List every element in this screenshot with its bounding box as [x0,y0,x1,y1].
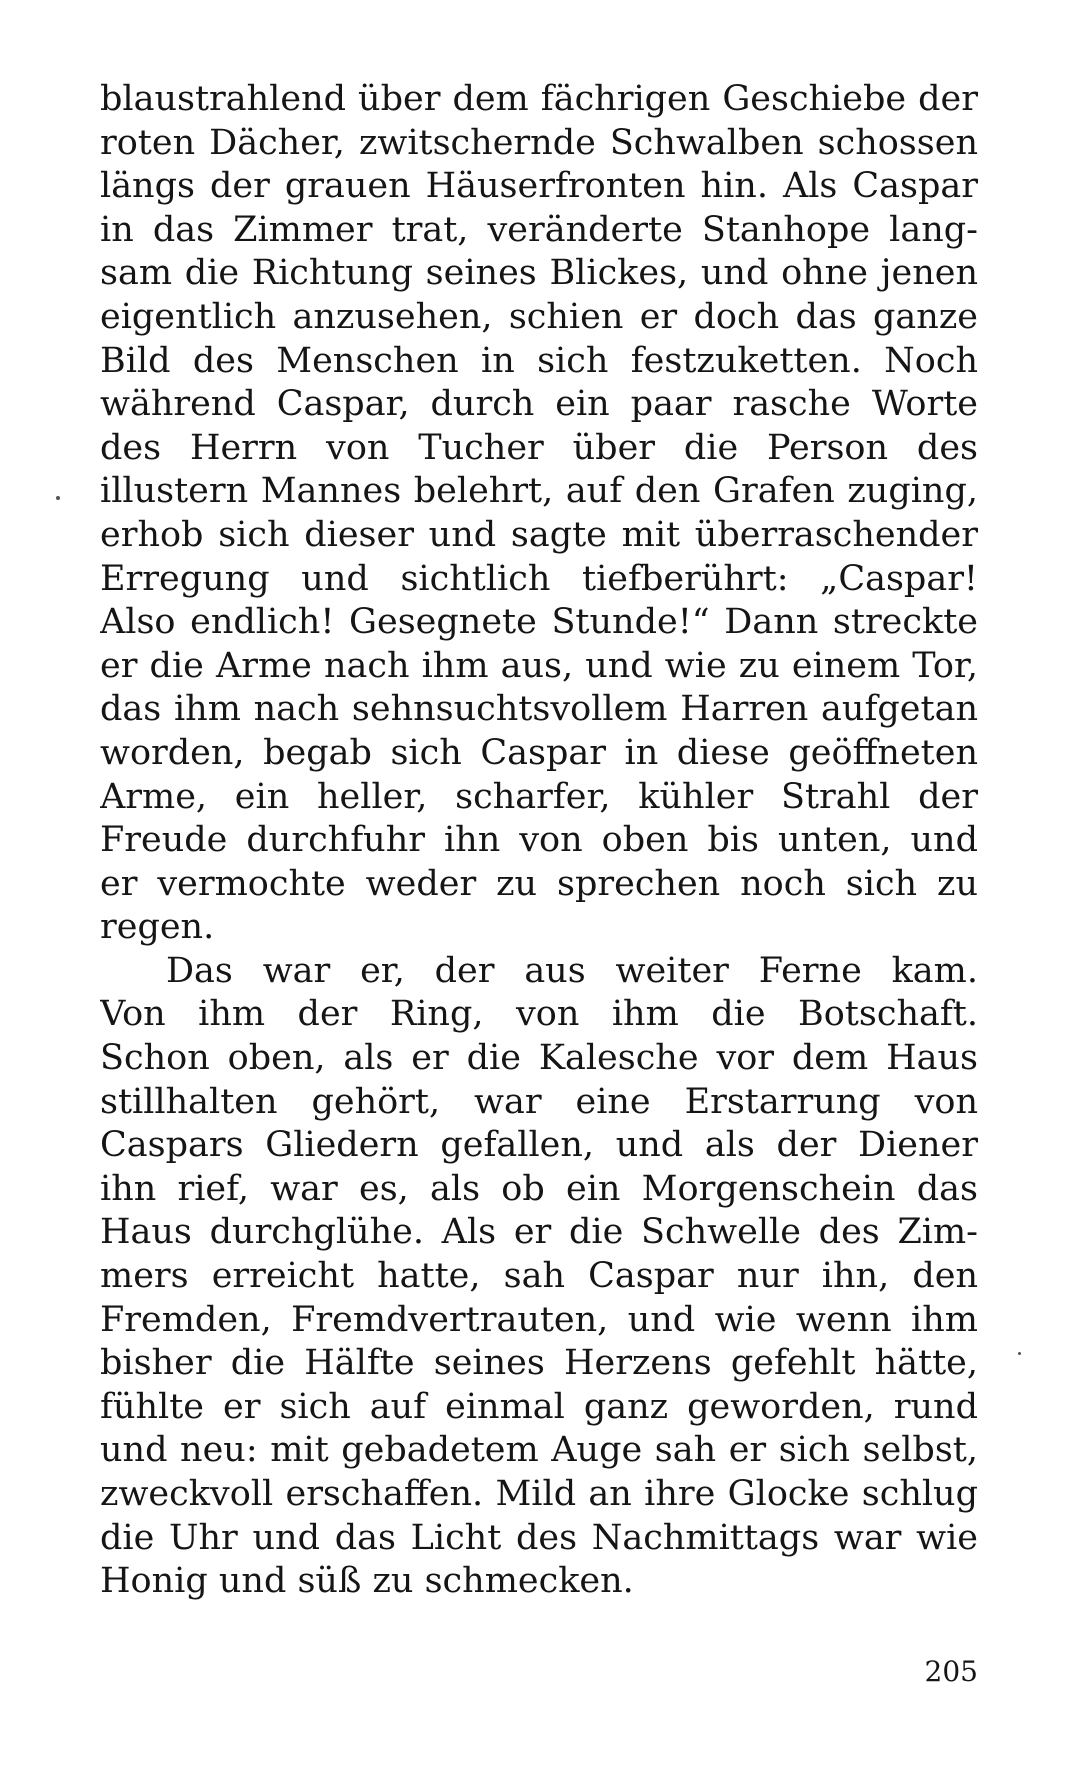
text-line: Das war er, der aus weiter Ferne kam. [166,950,978,991]
text-line: er die Arme nach ihm aus, und wie zu einem Tor, [100,645,978,686]
text-line: zweckvoll erschaffen. Mild an ihre Glocke schlug [100,1474,978,1514]
text-line: des Herrn von Tucher über die Person des [100,427,978,468]
text-line: Freude durchfuhr ihn von oben bis unten, und [100,820,978,861]
text-line: Erregung und sichtlich tiefberührt: „Caspar! [100,558,978,599]
text-line: ihn rief, war es, als ob ein Morgenschein das [100,1168,978,1209]
text-line: erhob sich dieser und sagte mit überraschender [100,514,978,555]
text-line: stillhalten gehört, war eine Erstarrung von [100,1081,978,1122]
text-line: Fremden, Fremdvertrauten, und wie wenn ihm [100,1299,978,1340]
text-line: bisher die Hälfte seines Herzens gefehlt hätte, [100,1343,978,1384]
text-line: Also endlich! Gesegnete Stunde!“ Dann streckte [100,602,978,643]
text-line: illustern Mannes belehrt, auf den Grafen zuging, [100,471,978,512]
text-line: die Uhr und das Licht des Nachmittags war wie [100,1517,978,1558]
paper-speck [56,496,60,500]
text-line: Honig und süß zu schmecken. [100,1561,634,1602]
text-line: Arme, ein heller, scharfer, kühler Strahl der [100,776,978,817]
text-line: während Caspar, durch ein paar rasche Worte [100,384,978,425]
text-line: regen. [100,907,215,948]
text-line: Bild des Menschen in sich festzuketten. Noch [100,340,978,381]
text-line: Caspars Gliedern gefallen, und als der Diener [100,1125,978,1166]
text-line: und neu: mit gebadetem Auge sah er sich selbst, [100,1430,978,1471]
text-line: blaustrahlend über dem fächrigen Geschiebe der [100,79,978,119]
text-line: Schon oben, als er die Kalesche vor dem Haus [100,1038,978,1079]
text-line: er vermochte weder zu sprechen noch sich zu [100,863,978,904]
text-line: Haus durchglühe. Als er die Schwelle des Zim- [100,1212,978,1253]
text-line: fühlte er sich auf einmal ganz geworden, rund [100,1386,978,1427]
text-line: mers erreicht hatte, sah Caspar nur ihn, den [100,1256,978,1297]
text-line: Von ihm der Ring, von ihm die Botschaft. [100,994,978,1035]
text-line: sam die Richtung seines Blickes, und ohne jenen [100,253,978,294]
text-line: in das Zimmer trat, veränderte Stanhope lang- [100,209,978,250]
text-line: roten Dächer, zwitschernde Schwalben schossen [100,122,978,163]
page-number: 205 [924,1655,978,1688]
text-line: das ihm nach sehnsuchtsvollem Harren aufgetan [100,689,978,730]
paper-speck [1018,1352,1021,1355]
text-line: längs der grauen Häuserfronten hin. Als Caspar [100,166,978,207]
text-line: worden, begab sich Caspar in diese geöffneten [100,732,978,773]
body-text [100,78,978,1604]
text-line: eigentlich anzusehen, schien er doch das ganze [100,296,978,337]
